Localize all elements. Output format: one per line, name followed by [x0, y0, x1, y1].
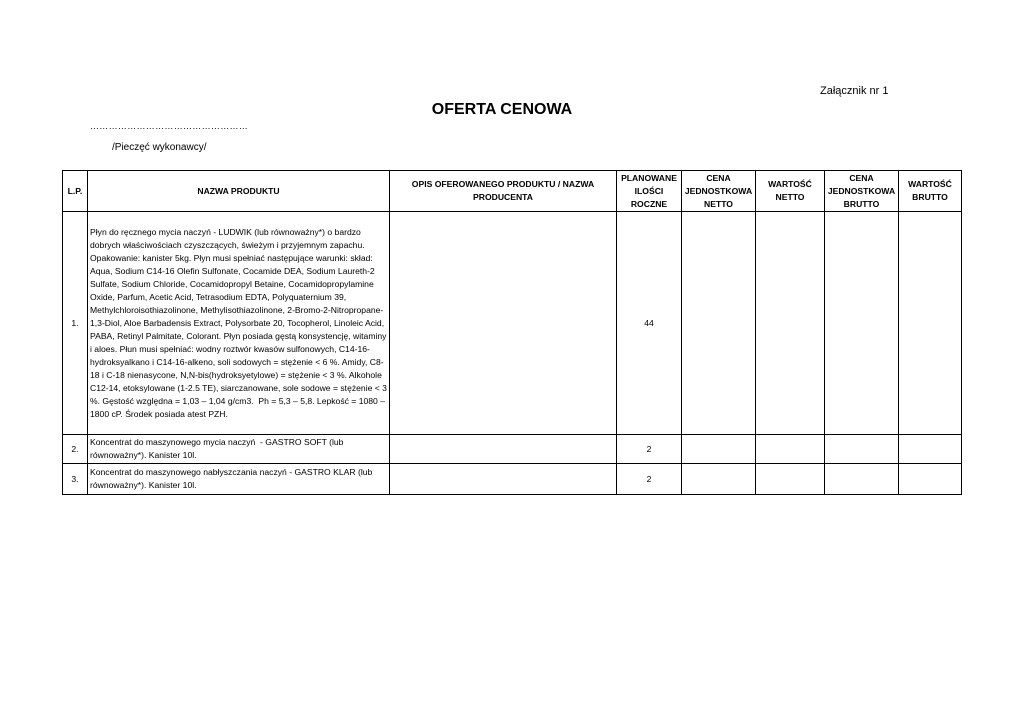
contractor-stamp-label: /Pieczęć wykonawcy/ [112, 142, 207, 153]
col-header-product-name: NAZWA PRODUKTU [88, 171, 390, 212]
stamp-placeholder-dots: …………………………………………… [90, 121, 249, 131]
cell-value-gross[interactable] [899, 464, 962, 495]
cell-lp: 2. [63, 435, 88, 464]
cell-unit-gross[interactable] [825, 435, 899, 464]
col-header-unit-net: CENA JEDNOSTKOWA NETTO [682, 171, 756, 212]
col-header-lp: L.P. [63, 171, 88, 212]
annex-label: Załącznik nr 1 [820, 85, 889, 97]
table-row [63, 435, 962, 464]
cell-description[interactable] [390, 435, 617, 464]
cell-unit-net[interactable] [682, 212, 756, 435]
col-header-unit-gross: CENA JEDNOSTKOWA BRUTTO [825, 171, 899, 212]
table-row [63, 464, 962, 495]
cell-lp: 1. [63, 212, 88, 435]
col-header-planned-qty: PLANOWANE ILOŚCI ROCZNE [617, 171, 682, 212]
cell-planned-qty: 2 [617, 464, 682, 495]
cell-unit-gross[interactable] [825, 212, 899, 435]
cell-value-gross[interactable] [899, 435, 962, 464]
cell-value-net[interactable] [756, 435, 825, 464]
page-title: OFERTA CENOWA [431, 101, 573, 118]
cell-description[interactable] [390, 464, 617, 495]
table-header-row [63, 171, 962, 212]
product-name-text: Koncentrat do maszynowego nabłyszczania naczyń - GASTRO KLAR (lub równoważny*). Kanister 10l. [90, 467, 375, 490]
cell-product-name [88, 464, 390, 495]
cell-product-name [88, 212, 390, 435]
offer-table [62, 170, 962, 495]
col-header-value-net: WARTOŚĆ NETTO [756, 171, 825, 212]
cell-planned-qty: 2 [617, 435, 682, 464]
col-header-description: OPIS OFEROWANEGO PRODUKTU / NAZWA PRODUCENTA [390, 171, 617, 212]
cell-value-net[interactable] [756, 212, 825, 435]
cell-product-name [88, 435, 390, 464]
cell-unit-net[interactable] [682, 435, 756, 464]
cell-lp: 3. [63, 464, 88, 495]
table-row [63, 212, 962, 435]
cell-planned-qty: 44 [617, 212, 682, 435]
cell-unit-net[interactable] [682, 464, 756, 495]
product-name-text: Płyn do ręcznego mycia naczyń - LUDWIK (lub równoważny*) o bardzo dobrych właściwościach czyszczących, świeżym i przyjemnym zapachu. Opakowanie: kanister 5kg. Płyn musi spełniać następujące warunki: skład: Aqua, Sodium C14-16 Olefin Sulfonate, Cocamide DEA, Sodium Laureth-2 Sulfate, Sodium Chloride, Cocamidopropyl Betaine, Cocamidopropylamine Oxide, Parfum, Acetic Acid, Tetrasodium EDTA, Polyquaternium 39, Methylchloroisothiazolinone, Methylisothiazolinone, 2-Bromo-2-Nitropropane-1,3-Diol, Aloe Barbadensis Extract, Polysorbate 20, Tocopherol, Linoleic Acid, PABA, Retinyl Palmitate, Colorant. Płyn posiada gęstą konsystencję, witaminy i aloes. Płun musi spełniać: wodny roztwór kwasów sulfonowych, C14-16-hydroksyalkano i C14-16-alkeno, soli sodowych = stężenie < 6 %. Amidy, C8-18 i C-18 nienasycone, N,N-bis(hydroksyetylowe) = stężenie < 3 %. Alkohole C12-14, etoksylowane (1-2.5 TE), siarczanowane, sole sodowe = stężenie < 3 %. Gęstość względna = 1,03 – 1,04 g/cm3. Ph = 5,3 – 5,8. Lepkość = 1080 – 1800 cP. Środek posiada atest PZH. [90, 226, 390, 419]
cell-value-gross[interactable] [899, 212, 962, 435]
product-name-text: Koncentrat do maszynowego mycia naczyń - GASTRO SOFT (lub równoważny*). Kanister 10l. [90, 437, 346, 460]
cell-value-net[interactable] [756, 464, 825, 495]
cell-unit-gross[interactable] [825, 464, 899, 495]
cell-description[interactable] [390, 212, 617, 435]
col-header-value-gross: WARTOŚĆ BRUTTO [899, 171, 962, 212]
